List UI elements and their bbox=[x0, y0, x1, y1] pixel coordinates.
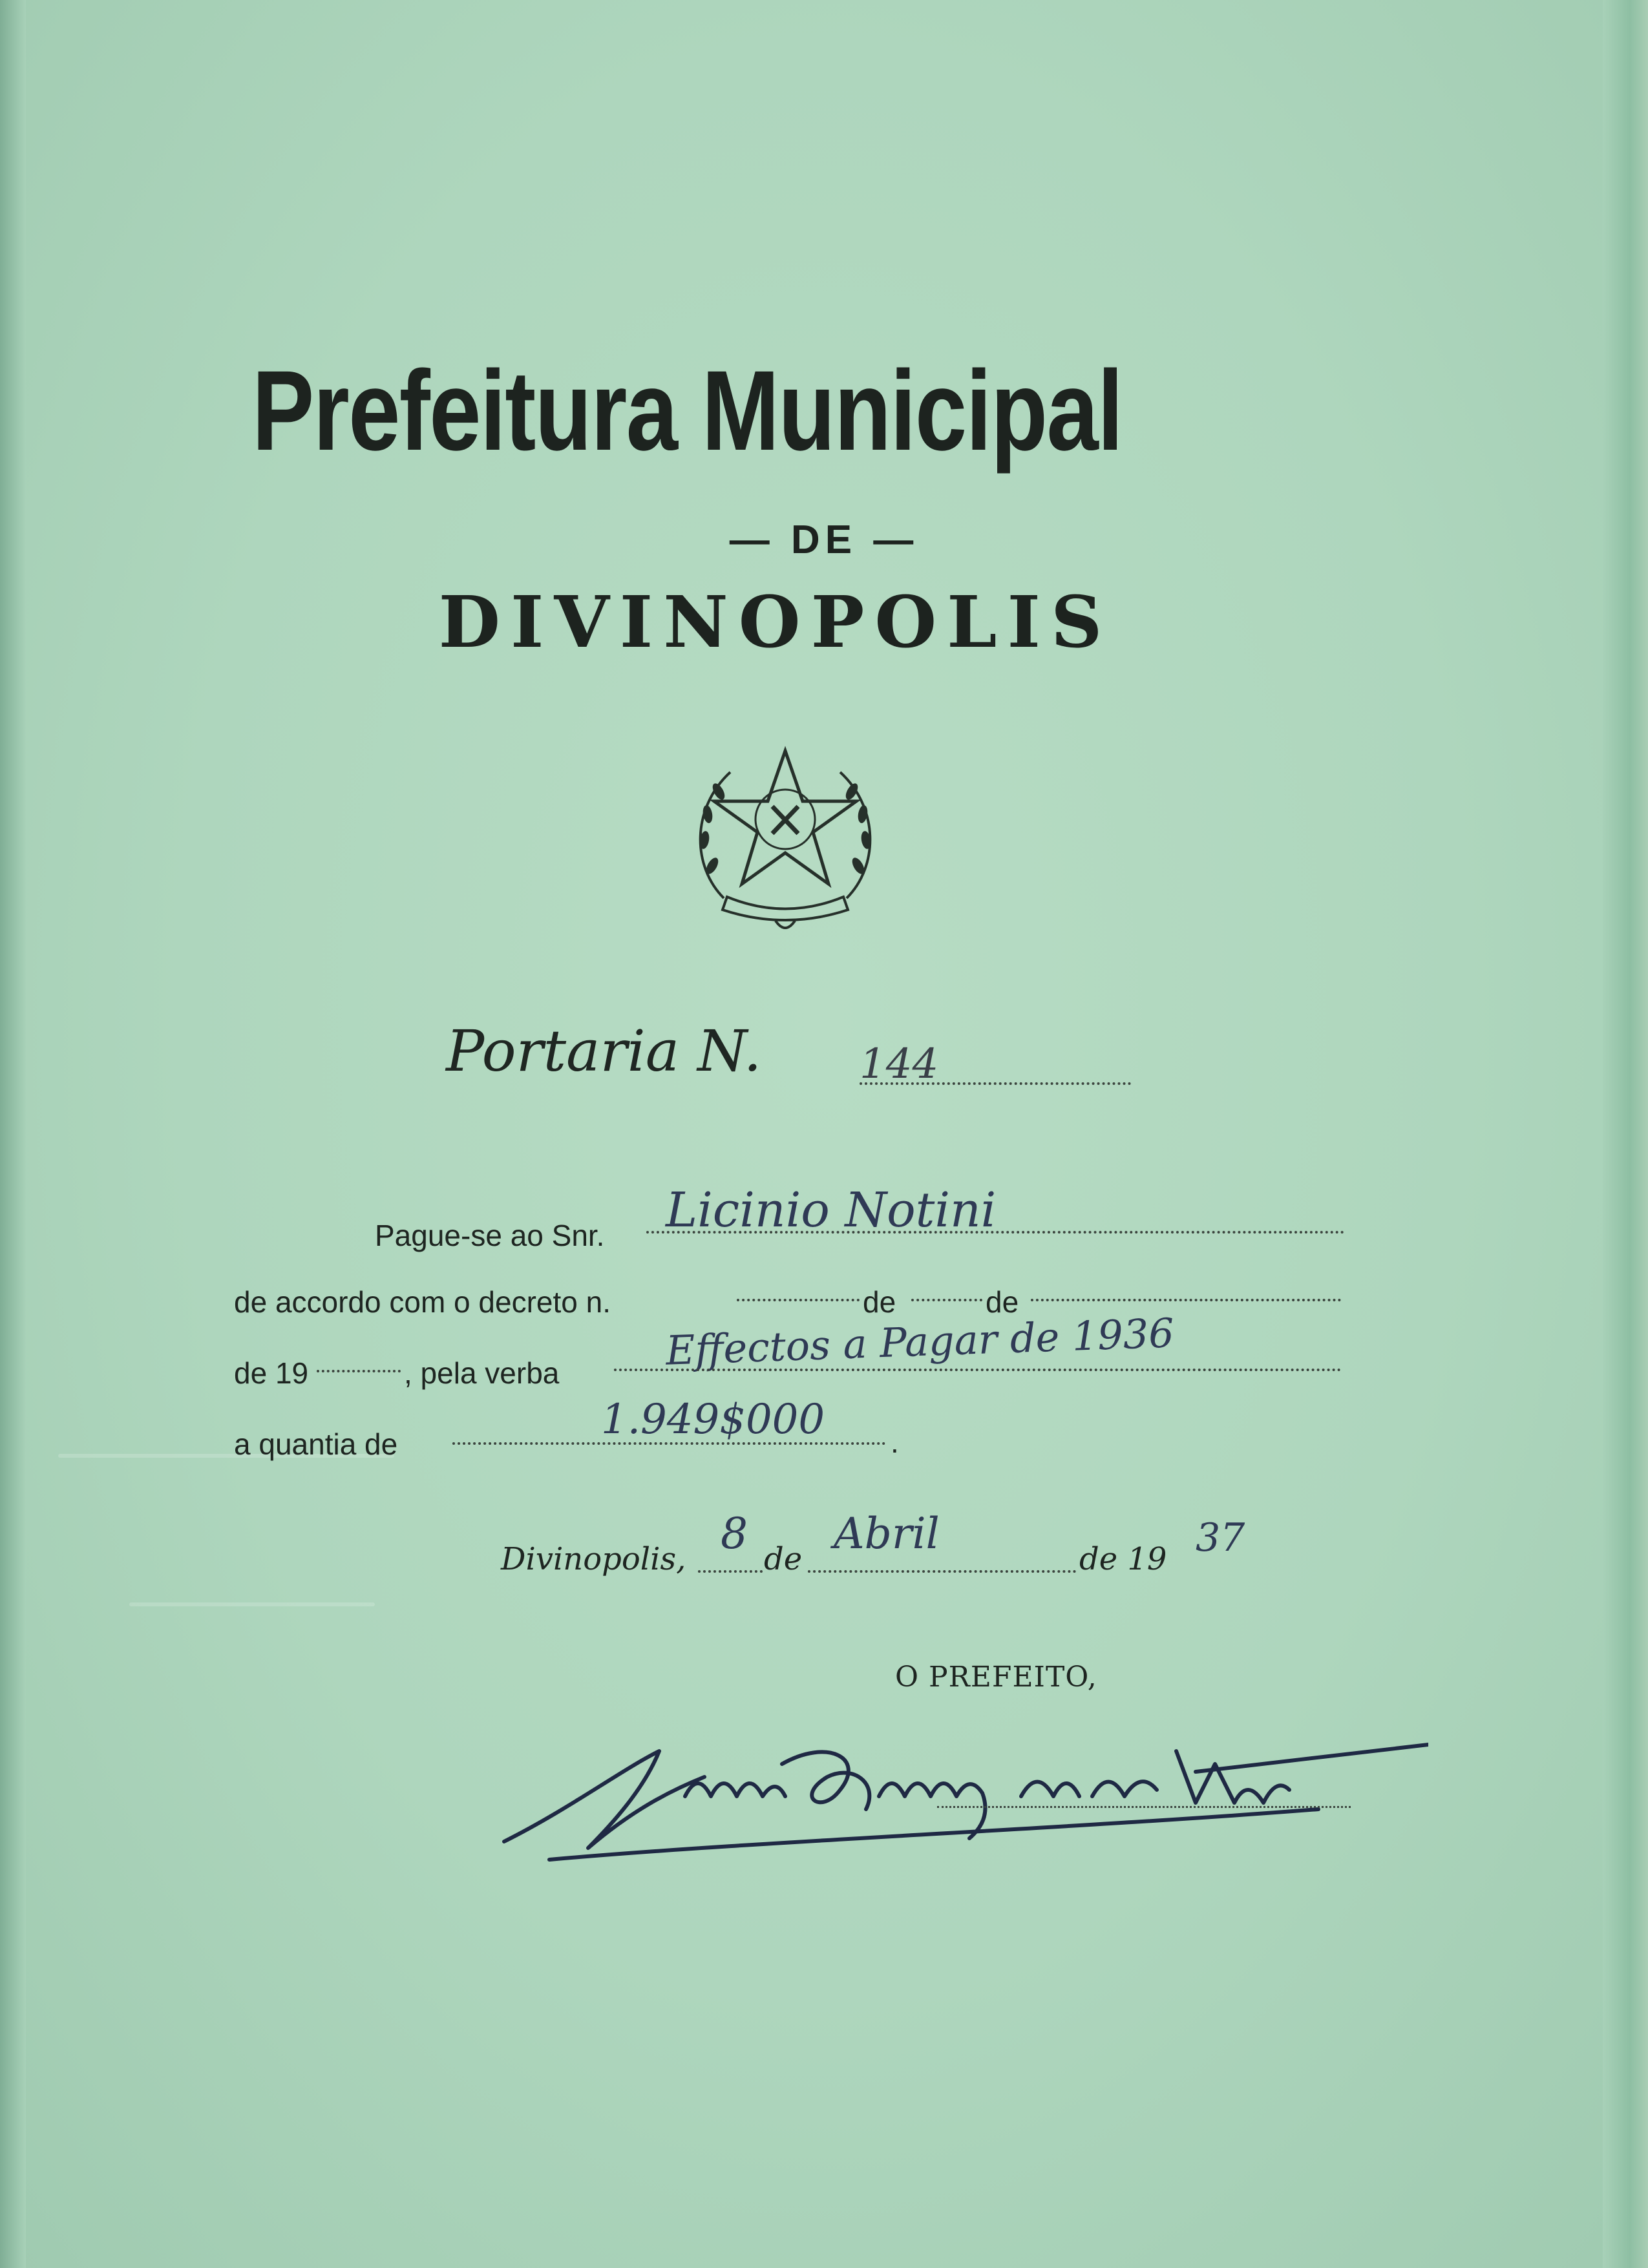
year-line bbox=[317, 1370, 401, 1372]
date-day-line bbox=[698, 1570, 763, 1573]
date-month: Abril bbox=[834, 1509, 940, 1559]
portaria-number-line bbox=[860, 1082, 1131, 1085]
signature-line bbox=[937, 1806, 1351, 1808]
document-title: Prefeitura Municipal bbox=[252, 348, 1123, 474]
amount-value: 1.949$000 bbox=[601, 1396, 825, 1444]
amount-label: a quantia de bbox=[234, 1427, 398, 1461]
verba-line bbox=[614, 1369, 1341, 1371]
payee-label: Pague-se ao Snr. bbox=[375, 1219, 605, 1252]
amount-end: . bbox=[891, 1425, 899, 1459]
decree-month-line bbox=[1031, 1299, 1341, 1301]
year-label: de 19 bbox=[234, 1356, 309, 1390]
verba-label: , pela verba bbox=[404, 1356, 560, 1390]
verba-value: Effectos a Pagar de 1936 bbox=[664, 1309, 1175, 1374]
decree-day-line bbox=[911, 1299, 982, 1301]
decree-label: de accordo com o decreto n. bbox=[234, 1285, 611, 1319]
decree-de-1: de bbox=[863, 1285, 896, 1319]
payee-name: Licinio Notini bbox=[666, 1182, 997, 1238]
decree-de-2: de bbox=[986, 1285, 1019, 1319]
amount-line bbox=[452, 1442, 885, 1445]
date-day: 8 bbox=[721, 1509, 748, 1559]
mayor-signature bbox=[491, 1712, 1428, 1874]
date-city: Divinopolis, bbox=[501, 1541, 686, 1577]
date-de-1: de bbox=[764, 1541, 803, 1577]
portaria-label: Portaria N. bbox=[446, 1018, 762, 1084]
city-name: DIVINOPOLIS bbox=[438, 580, 1113, 664]
date-year: 37 bbox=[1196, 1515, 1245, 1560]
mayor-title: O PREFEITO, bbox=[895, 1661, 1097, 1694]
paper-edge-left bbox=[0, 0, 26, 2268]
decree-number-line bbox=[737, 1299, 860, 1301]
payee-line bbox=[646, 1231, 1344, 1234]
portaria-number: 144 bbox=[860, 1040, 939, 1088]
date-month-line bbox=[808, 1570, 1076, 1573]
date-de-2: de 19 bbox=[1079, 1541, 1167, 1577]
paper-edge-right bbox=[1603, 0, 1648, 2268]
paper-crease bbox=[129, 1602, 375, 1606]
title-connector: — DE — bbox=[729, 518, 919, 562]
minas-gerais-coat-of-arms-icon bbox=[679, 737, 892, 943]
